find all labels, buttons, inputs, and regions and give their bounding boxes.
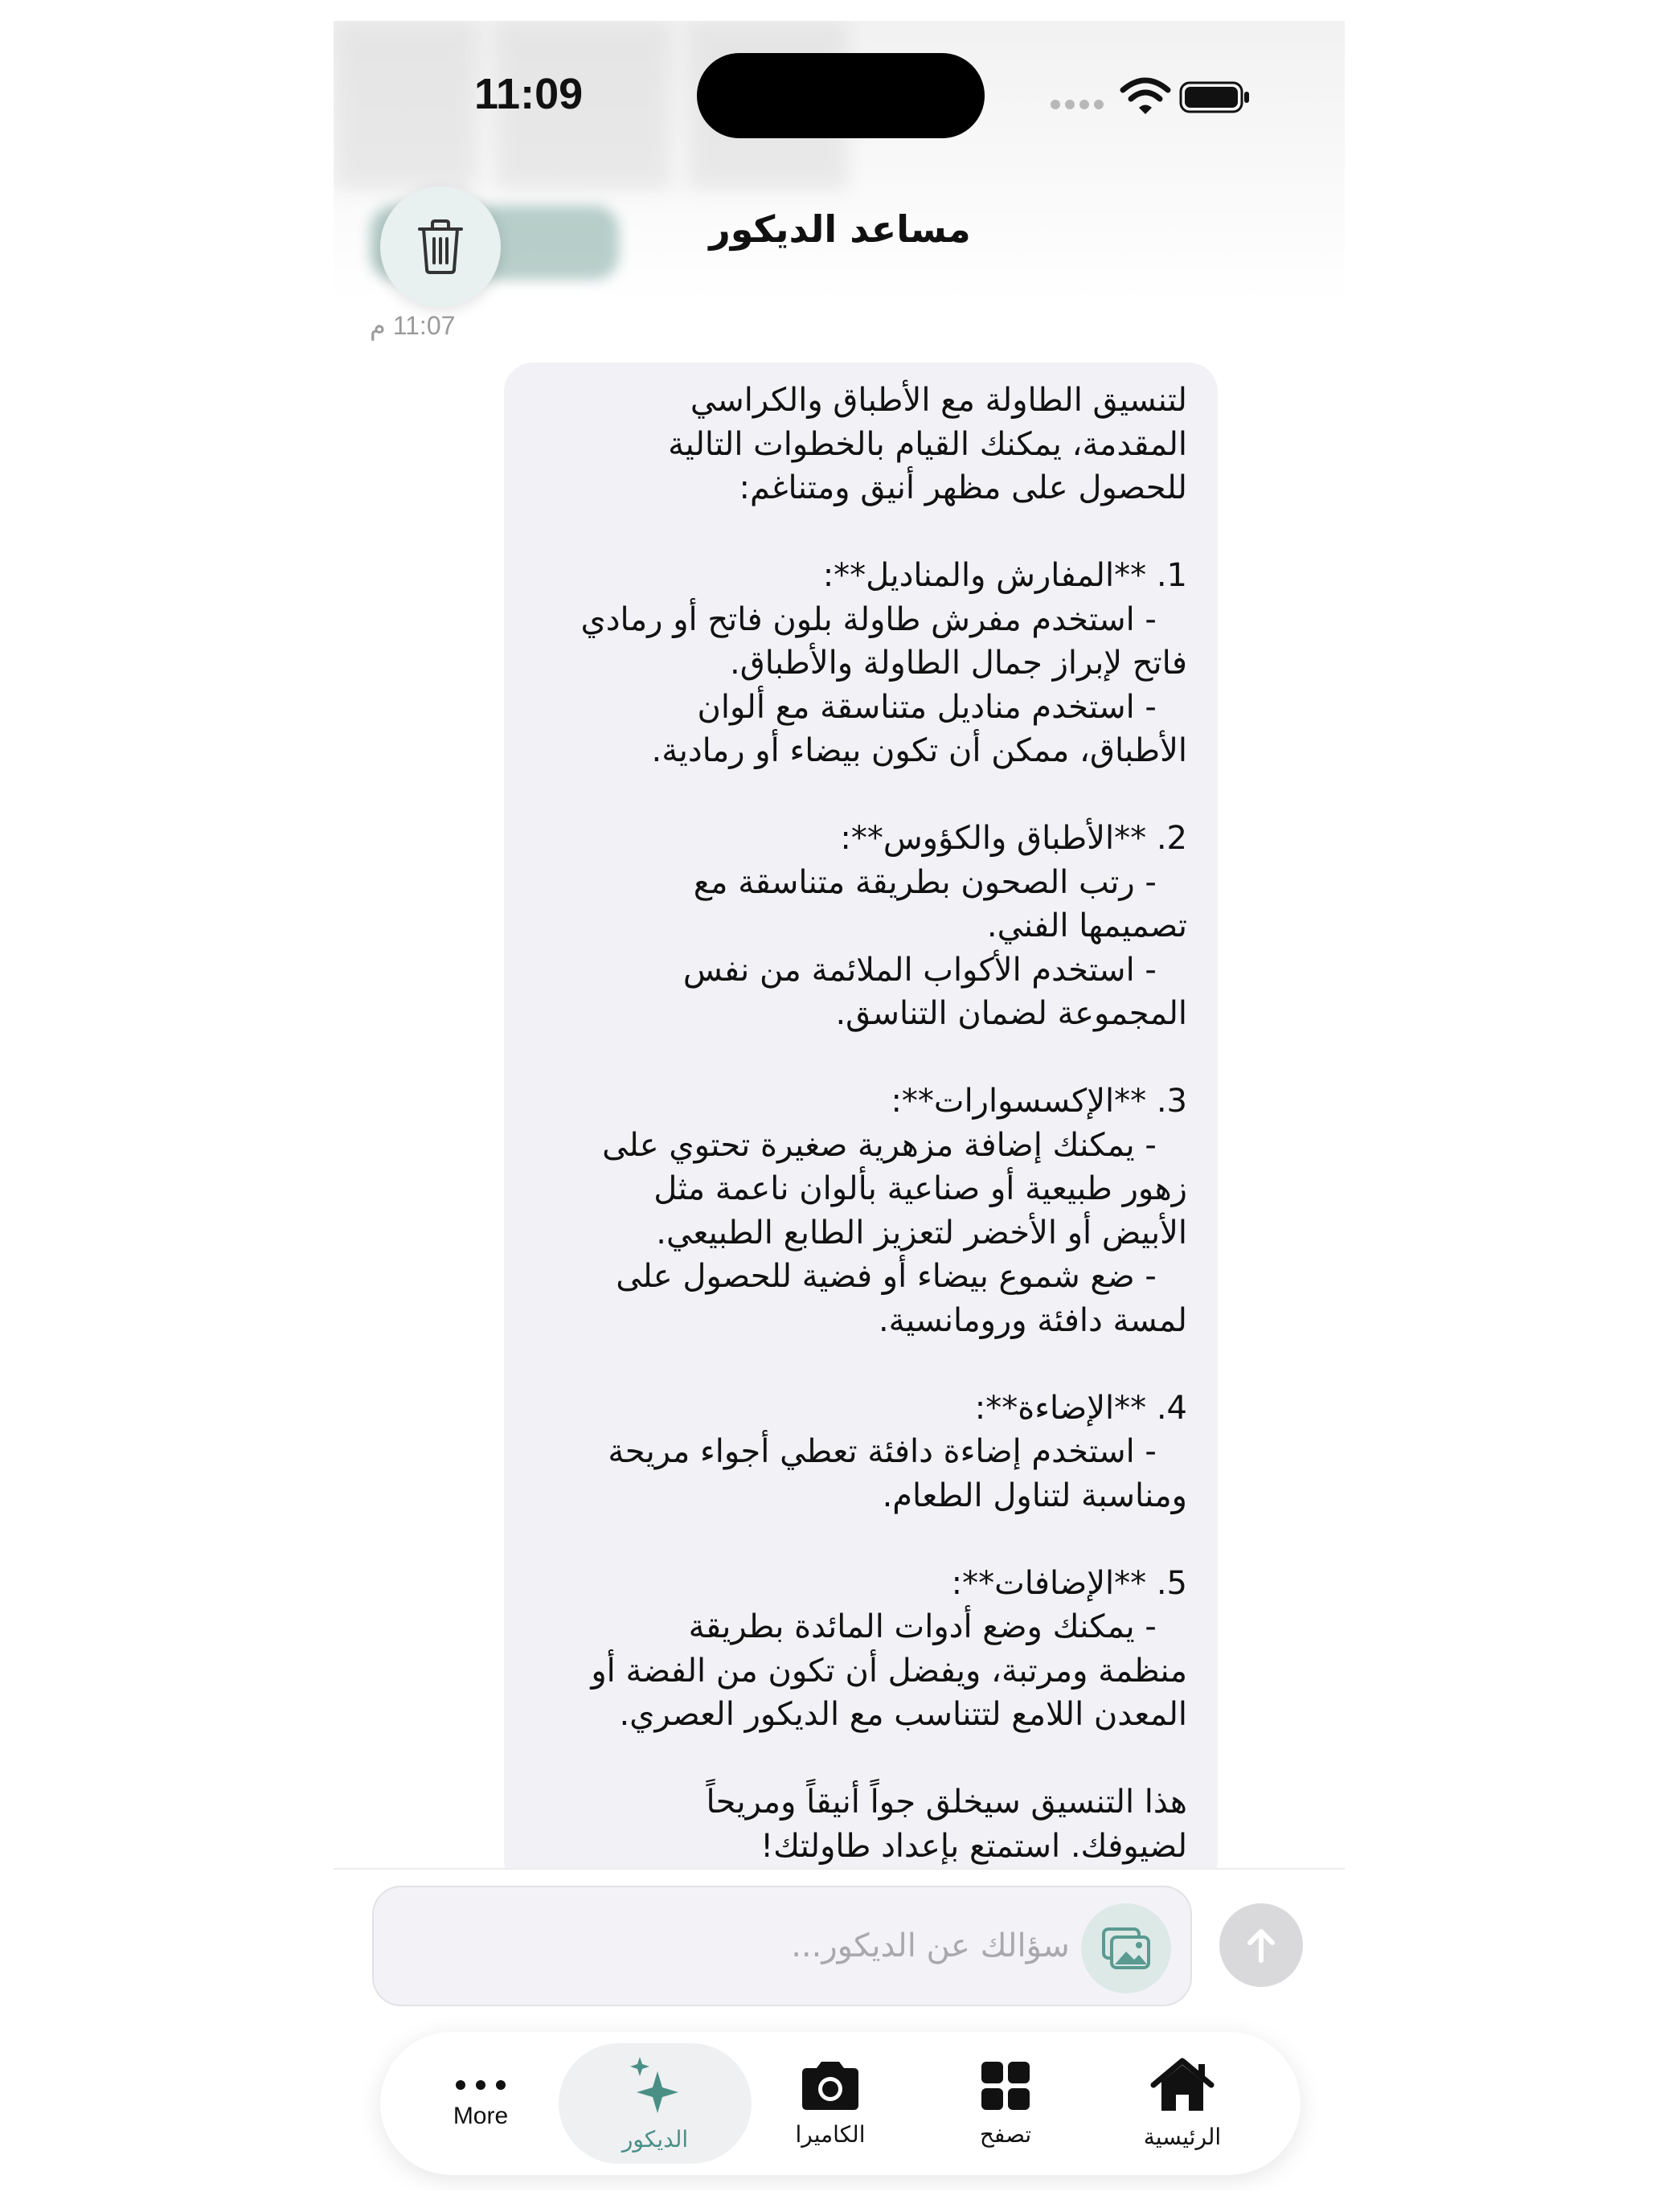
tab-browse[interactable] bbox=[917, 2043, 1094, 2164]
tab-label: More bbox=[453, 2103, 509, 2129]
ellipsis-icon bbox=[453, 2077, 509, 2093]
send-button[interactable] bbox=[1219, 1903, 1303, 1987]
tab-decor[interactable] bbox=[559, 2043, 752, 2164]
input-divider bbox=[334, 1868, 1345, 1870]
tab-label: تصفح bbox=[979, 2120, 1032, 2148]
assistant-message-bubble bbox=[504, 363, 1218, 1869]
home-icon bbox=[1150, 2058, 1215, 2114]
sparkles-icon bbox=[627, 2055, 683, 2116]
phone-screen bbox=[334, 21, 1345, 2191]
tab-label: الديكور bbox=[621, 2125, 689, 2153]
message-input-container bbox=[372, 1886, 1192, 2006]
bottom-tab-bar bbox=[380, 2032, 1301, 2175]
message-input[interactable] bbox=[494, 1887, 1153, 2005]
tab-camera[interactable] bbox=[742, 2043, 919, 2164]
photo-gallery-icon bbox=[1100, 1926, 1152, 1971]
tab-more[interactable] bbox=[392, 2043, 569, 2164]
page-title: مساعد الديكور bbox=[709, 207, 971, 251]
chat-scroll-area[interactable] bbox=[334, 21, 1345, 1869]
camera-icon bbox=[797, 2060, 863, 2112]
attach-image-button[interactable] bbox=[1081, 1903, 1171, 1993]
tab-home[interactable] bbox=[1094, 2043, 1271, 2164]
status-time: 11:09 bbox=[474, 70, 584, 118]
grid-icon bbox=[980, 2060, 1031, 2112]
message-timestamp: 11:07 م bbox=[370, 311, 456, 340]
tab-label: الكاميرا bbox=[795, 2120, 866, 2148]
assistant-message-text: لتنسيق الطاولة مع الأطباق والكراسي المقدمة، يمكنك القيام بالخطوات التالية للحصول على مظهر أنيق ومتناغم: 1. **المفارش والمناديل**: - استخدم مفرش طاولة بلون فاتح أو رمادي فاتح لإبراز جمال الطاولة والأطباق. - استخدم مناديل متناسقة مع ألوان الأطباق، ممكن أن تكون بيضاء أو رمادية. 2. **الأطباق والكؤوس**: - رتب الصحون بطريقة متناسقة مع تصميمها الفني. - استخدم الأكواب الملائمة من نفس المجموعة لضمان التناسق. 3. **الإكسسوارات**: - يمكنك إضافة مزهرية صغيرة تحتوي على زهور طبيعية أو صناعية بألوان ناعمة مثل الأبيض أو الأخضر لتعزيز الطابع الطبيعي. - ضع شموع بيضاء أو فضية للحصول على لمسة دافئة ورومانسية. 4. **الإضاءة**: - استخدم إضاءة دافئة تعطي أجواء مريحة ومناسبة لتناول الطعام. 5. **الإضافات**: - يمكنك وضع أدوات المائدة بطريقة منظمة ومرتبة، ويفضل أن تكون من الفضة أو المعدن اللامع لتتناسب مع الديكور العصري. هذا التنسيق سيخلق جواً أنيقاً ومريحاً لضيوفك. استمتع بإعداد طاولتك! bbox=[580, 382, 1187, 1865]
arrow-up-icon bbox=[1245, 1927, 1277, 1964]
tab-label: الرئيسية bbox=[1143, 2123, 1222, 2150]
